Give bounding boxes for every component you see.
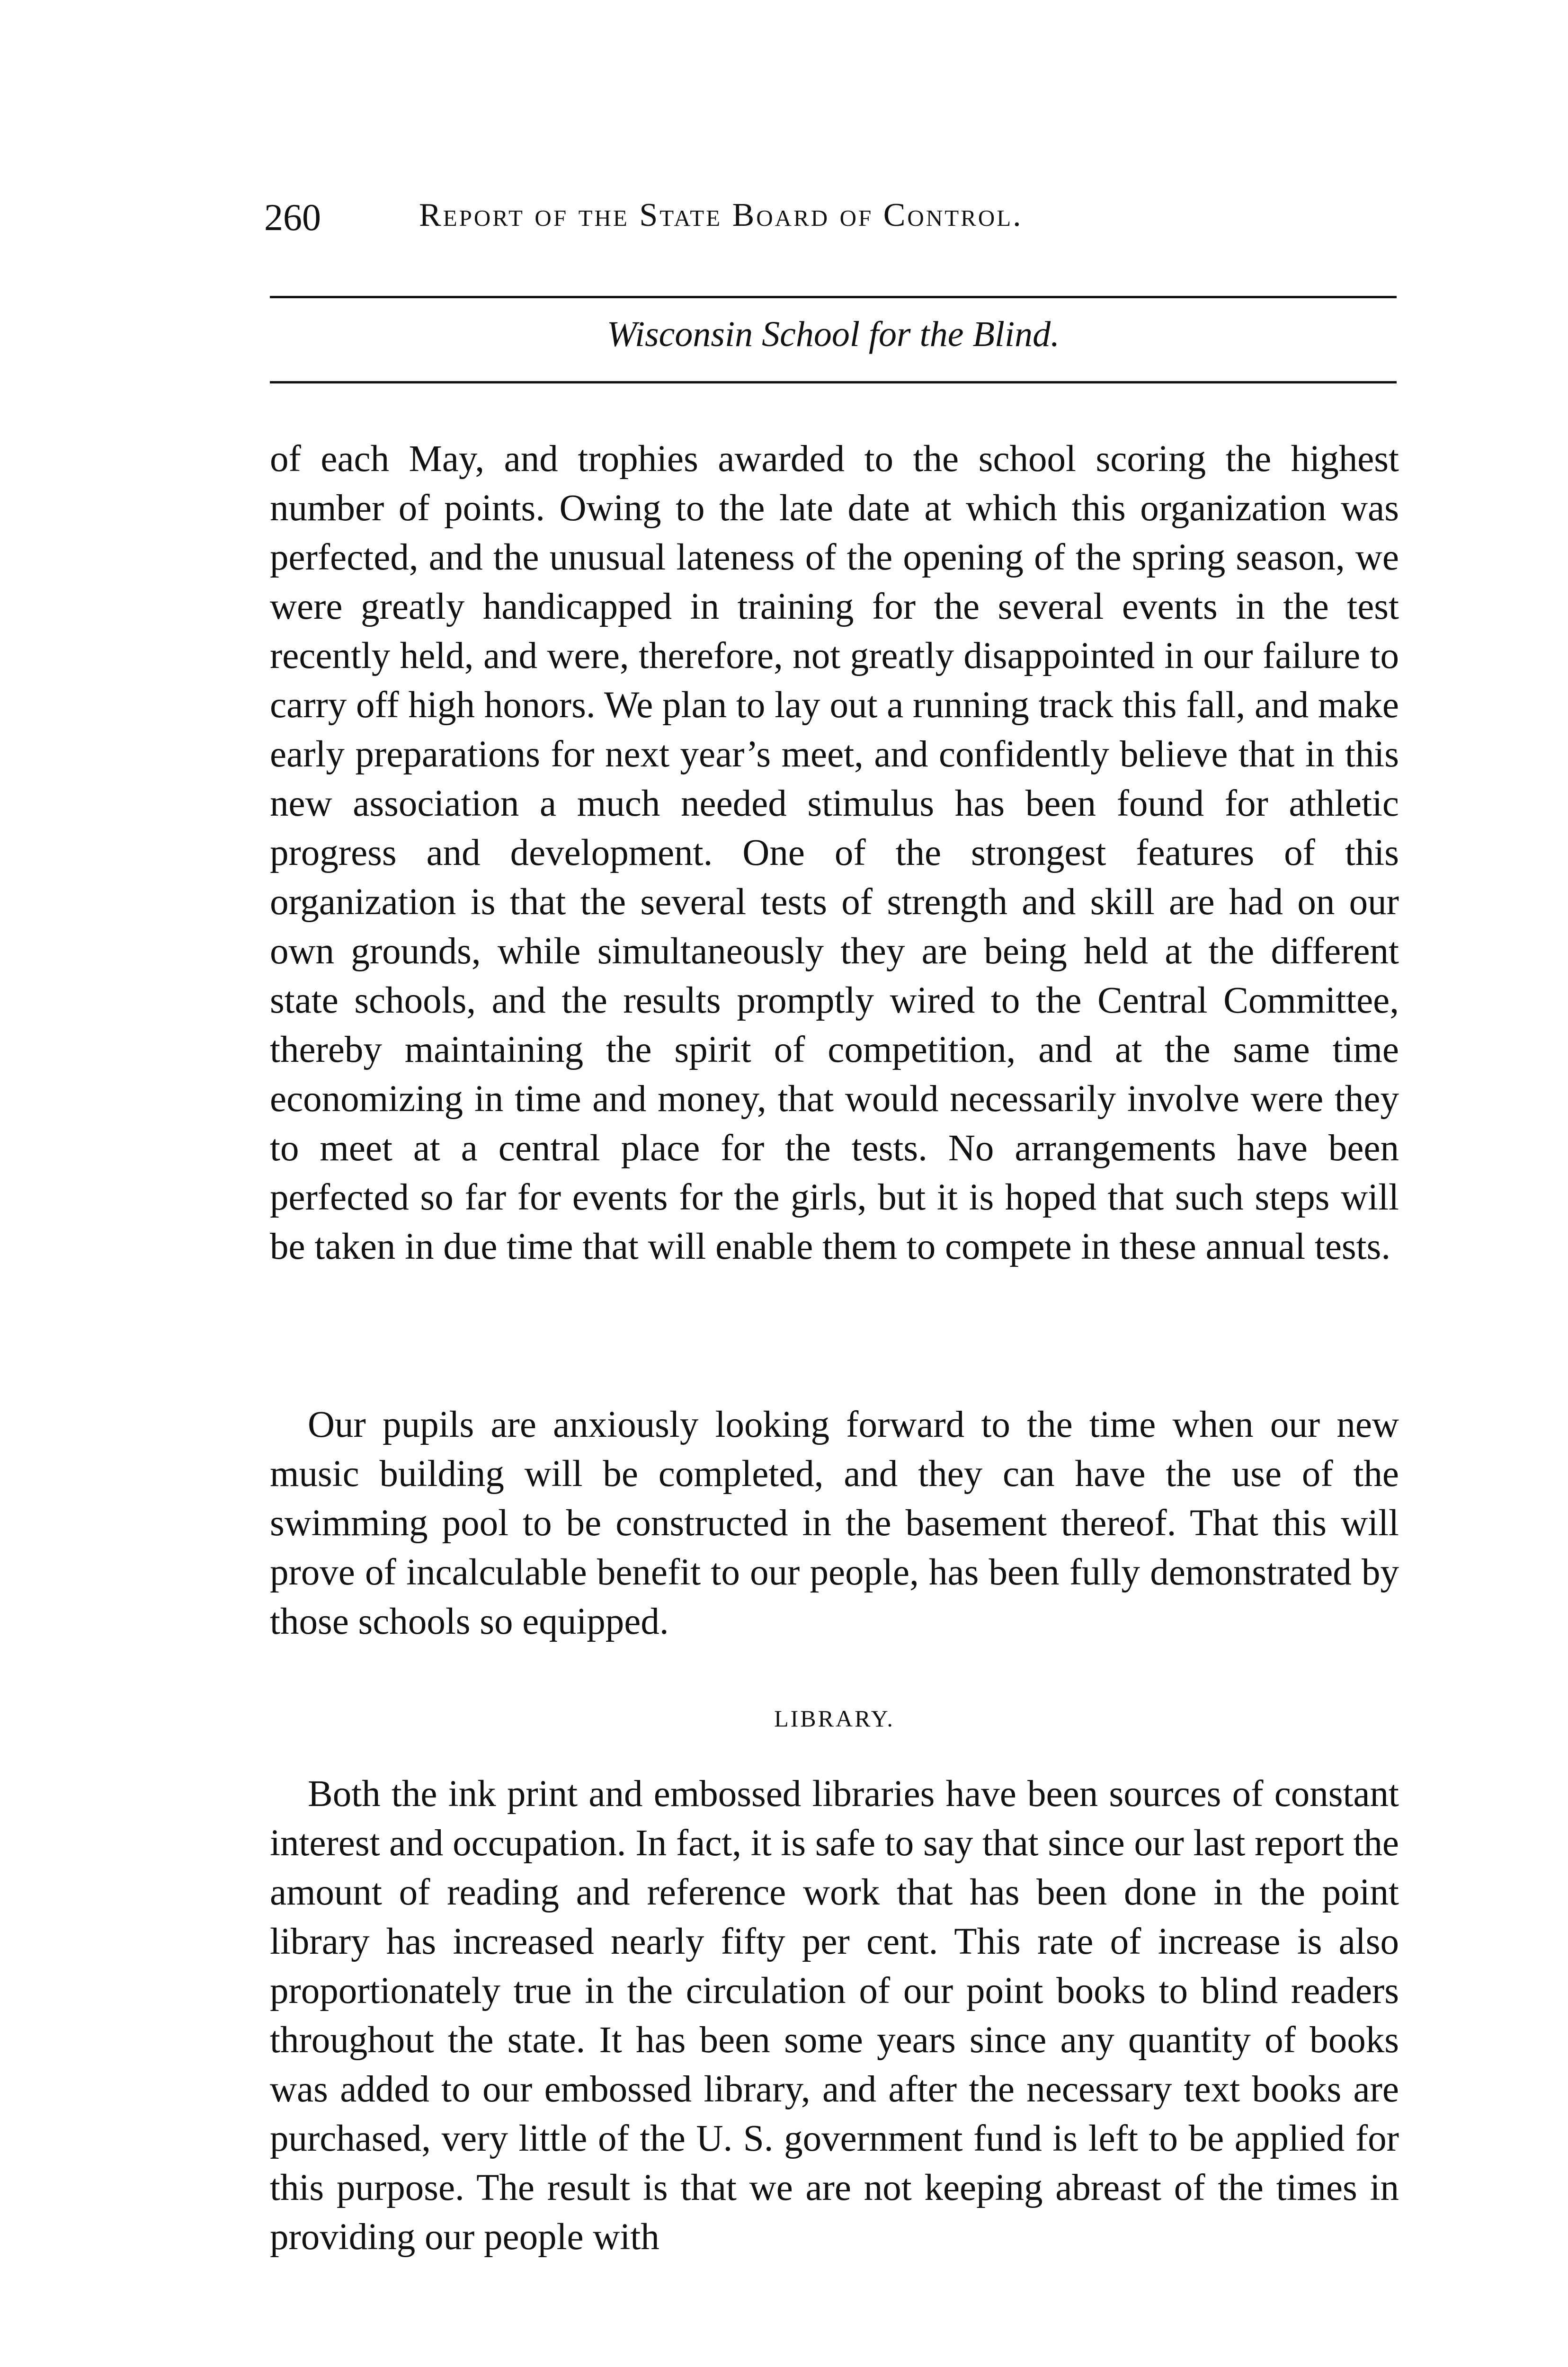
- header-rule-bottom: [270, 381, 1397, 383]
- paragraph-music-building: Our pupils are anxiously looking forward to the time when our new music building will be completed, and they can have the use of the swimming pool to be constructed in the basement thereof. That this will prove of incalculable benefit to our people, has been fully demonstrated by those schools so equipped.: [270, 1404, 1399, 1642]
- page-number: 260: [264, 197, 321, 239]
- paragraph-library: Both the ink print and embossed libraries have been sources of constant interest and occupation. In fact, it is safe to say that since our last report the amount of reading and reference work that has been done in the point library has increased nearly fifty per cent. This rate of increase is also proportionately true in the circulation of our point books to blind readers throughout the state. It has been some years since any quantity of books was added to our embossed library, and after the necessary text books are purchased, very little of the U. S. government fund is left to be applied for this purpose. The result is that we are not keeping abreast of the times in providing our people with: [270, 1773, 1399, 2258]
- section-title: Wisconsin School for the Blind.: [606, 314, 1060, 354]
- library-heading: LIBRARY.: [774, 1705, 895, 1732]
- running-title: Report of the State Board of Control.: [419, 197, 1023, 233]
- paragraph-athletics: of each May, and trophies awarded to the school scoring the highest number of points. Owing to the late date at which this organization was perfected, and the unusual lateness of the opening of the spring season, we were greatly handicapped in training for the several events in the test recently held, and were, therefore, not greatly disappointed in our failure to carry off high honors. We plan to lay out a running track this fall, and make early preparations for next year’s meet, and confidently believe that in this new association a much needed stimulus has been found for athletic progress and development. One of the strongest features of this organization is that the several tests of strength and skill are had on our own grounds, while simultaneously they are being held at the different state schools, and the results promptly wired to the Central Committee, thereby maintaining the spirit of competition, and at the same time economizing in time and money, that would necessarily involve were they to meet at a central place for the tests. No arrangements have been perfected so far for events for the girls, but it is hoped that such steps will be taken in due time that will enable them to compete in these annual tests.: [270, 438, 1399, 1267]
- header-rule-top: [270, 296, 1397, 298]
